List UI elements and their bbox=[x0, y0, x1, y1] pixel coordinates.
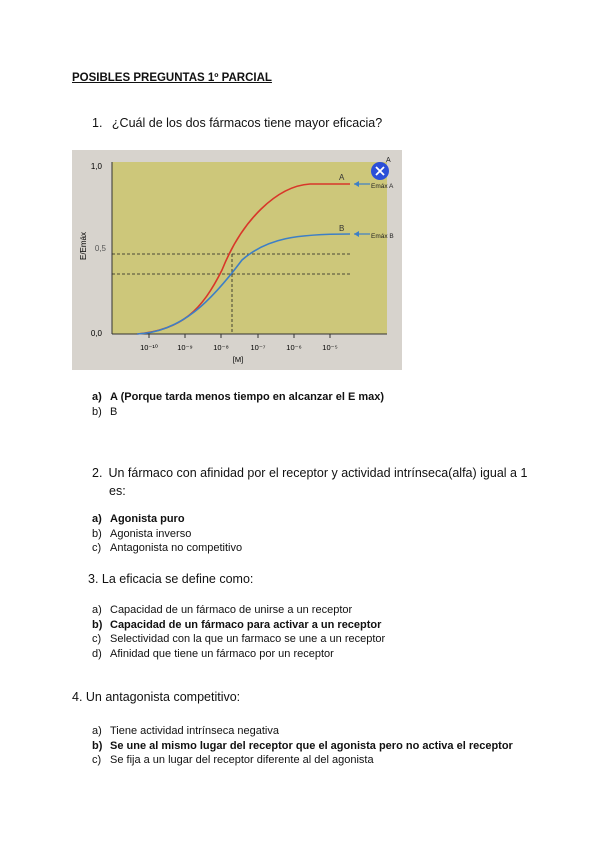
option-d: d) Afinidad que tiene un fármaco por un receptor bbox=[92, 647, 334, 660]
option-b: b) Capacidad de un fármaco para activar a un receptor bbox=[92, 618, 382, 631]
dose-response-chart bbox=[72, 150, 402, 370]
emax-a-label: Emáx A bbox=[371, 183, 394, 190]
option-a: a) A (Porque tarda menos tiempo en alcanzar el E max) bbox=[92, 391, 385, 403]
plot-area bbox=[112, 162, 387, 334]
x-tick-label: 10⁻¹⁰ bbox=[140, 343, 158, 352]
question-2-options bbox=[92, 512, 242, 556]
x-tick-label: 10⁻⁸ bbox=[213, 343, 229, 352]
x-tick-label: 10⁻⁹ bbox=[177, 343, 193, 352]
option-c: c) Se fija a un lugar del receptor diferente al del agonista bbox=[92, 754, 374, 766]
question-1-options bbox=[92, 390, 384, 419]
question-3-options bbox=[92, 603, 385, 661]
option-b: b) B bbox=[92, 405, 118, 418]
option-c: c) Selectividad con la que un farmaco se une a un receptor bbox=[92, 633, 386, 645]
y-tick-label: 0,0 bbox=[90, 329, 102, 338]
option-c: c) Antagonista no competitivo bbox=[92, 542, 243, 554]
dose-response-figure bbox=[72, 150, 402, 370]
question-2 bbox=[92, 464, 532, 500]
option-a: a) Agonista puro bbox=[92, 513, 185, 525]
question-2-text: Un fármaco con afinidad por el receptor y actividad intrínseca(alfa) igual a 1 bbox=[108, 466, 528, 480]
option-b: b) Agonista inverso bbox=[92, 527, 192, 540]
question-1-number: 1. bbox=[92, 116, 103, 130]
question-2-number: 2. bbox=[92, 466, 103, 480]
x-tick-label: 10⁻⁵ bbox=[322, 343, 338, 352]
question-4: 4. Un antagonista competitivo: bbox=[72, 690, 241, 704]
y-axis-label: E/Emáx bbox=[79, 231, 88, 260]
question-2-text-cont: es: bbox=[109, 484, 126, 498]
question-1-text: ¿Cuál de los dos fármacos tiene mayor eficacia? bbox=[111, 116, 383, 130]
page-title: POSIBLES PREGUNTAS 1º PARCIAL bbox=[72, 72, 272, 84]
y-tick-label: 1,0 bbox=[90, 162, 102, 171]
x-tick-label: 10⁻⁷ bbox=[250, 343, 266, 352]
option-b: b) Se une al mismo lugar del receptor que el agonista pero no activa el receptor bbox=[92, 739, 513, 752]
x-tick-label: 10⁻⁶ bbox=[286, 343, 302, 352]
emax-b-label: Emáx B bbox=[371, 233, 394, 240]
y-tick-label: 0,5 bbox=[94, 244, 106, 253]
question-1 bbox=[92, 116, 382, 130]
x-axis-label: [M] bbox=[232, 355, 244, 364]
option-a: a) Tiene actividad intrínseca negativa bbox=[92, 725, 279, 737]
close-badge-label: A bbox=[386, 157, 391, 164]
question-4-options bbox=[92, 724, 513, 768]
curve-a-label: A bbox=[339, 173, 345, 182]
question-3: 3. La eficacia se define como: bbox=[88, 572, 254, 586]
curve-b-label: B bbox=[339, 224, 345, 233]
option-a: a) Capacidad de un fármaco de unirse a un receptor bbox=[92, 604, 353, 616]
